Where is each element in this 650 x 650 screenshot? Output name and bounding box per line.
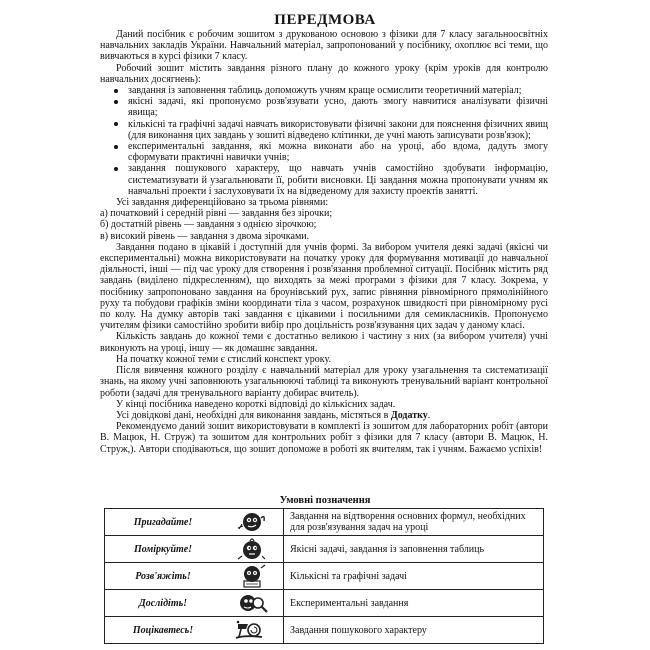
snail-reader-icon	[232, 618, 272, 642]
legend-icon-cell	[221, 536, 284, 563]
paragraph: На початку кожної теми є стислий конспект уроку.	[116, 353, 332, 365]
calculating-face-icon	[234, 564, 270, 588]
table-row	[105, 590, 544, 617]
legend-description: Експериментальні завдання	[284, 590, 544, 617]
preface-text	[100, 29, 548, 455]
legend-description: Кількісні та графічні задачі	[284, 563, 544, 590]
legend-icon-cell	[221, 590, 284, 617]
table-row	[105, 509, 544, 536]
legend-description: Завдання на відтворення основних формул, необхідних для розв'язування задач на уроці	[284, 509, 544, 536]
legend-label: Розв'яжіть!	[105, 563, 222, 590]
table-row	[105, 536, 544, 563]
paragraph-text: Усі довідкові дані, необхідні для виконання завдань, містяться в	[116, 409, 391, 421]
paragraph: Після вивчення кожного розділу є навчальний матеріал для уроку узагальнення та систематизації знань, на якому учні заповнюють узагальнюючі таблиці та виконують тренувальний варіант контрольної роботи (задачі для тренувального варіанту добирає вчитель).	[100, 365, 548, 399]
legend-icon-cell	[221, 509, 284, 536]
paragraph: Рекомендуємо даний зошит використовувати в комплекті із зошитом для лабораторних робіт (автори В. Мацюк, Н. Струж) та зошитом для контрольних робіт з фізики для 7 класу (автори В. Мацюк, Н. Струж,). Автори сподіваються, що зошит допоможе в роботі як вчителям, так і учням. Бажаємо успіхів!	[100, 421, 548, 455]
list-item: завдання із заповнення таблиць допоможуть учням краще осмислити теоретичний матеріал;	[128, 85, 548, 96]
list-item: завдання пошукового характеру, що навчать учнів самостійно здобувати інформацію, систематизувати й узагальнювати її, робити висновки. Ці завдання можна пропонувати учням як навчальні проекти і заслуховувати їх на відведеному для захисту проектів занятті.	[128, 163, 548, 197]
legend-label: Поміркуйте!	[105, 536, 222, 563]
magnifier-face-icon	[234, 591, 270, 615]
paragraph-text: .	[427, 409, 431, 421]
list-item: якісні задачі, які пропонуємо розв'язувати усно, дають змогу навчитися аналізувати фізичні явища;	[128, 96, 548, 119]
list-item: експериментальні завдання, які можна виконати або на уроці, або вдома, дадуть змогу сформувати практичні навички учнів;	[128, 141, 548, 164]
table-row	[105, 563, 544, 590]
legend-icon-cell	[221, 563, 284, 590]
level-item: а) початковий і середній рівні — завдання без зірочки;	[100, 208, 333, 220]
appendix-reference: Додатку	[390, 409, 428, 421]
paragraph: Даний посібник є робочим зошитом з друкованою основою з фізики для 7 класу загальноосвітніх навчальних закладів України. Навчальний матеріал, запропонований у посібнику, охоплює всі теми, що вивчаються в курсі фізики 7 класу.	[100, 29, 548, 63]
legend-label: Дослідіть!	[105, 590, 222, 617]
legend-description: Якісні задачі, завдання із заповнення таблиць	[284, 536, 544, 563]
paragraph: Кількість завдань до кожної теми є достатньо великою і частину з них (за вибором учителя) учні виконують на уроці, іншу — як домашнє завдання.	[100, 331, 548, 354]
legend-description: Завдання пошукового характеру	[284, 617, 544, 644]
list-item: кількісні та графічні задачі навчать використовувати фізичні закони для пояснення фізичних явищ (для виконання цих завдань у зошиті відведено клітинки, де учні мають записувати розв'язок);	[128, 118, 548, 141]
paragraph: У кінці посібника наведено короткі відповіді до кількісних задач.	[116, 398, 396, 410]
paragraph: Усі завдання диференційовано за трьома рівнями:	[116, 197, 329, 209]
legend-label: Пригадайте!	[105, 509, 222, 536]
legend-title: Умовні позначення	[279, 495, 371, 506]
paragraph	[100, 410, 548, 421]
legend-icon-cell	[221, 617, 284, 644]
page-title: ПЕРЕДМОВА	[274, 12, 376, 28]
paragraph: Завдання подано в цікавій і доступній для учнів формі. За вибором учителя деякі задачі (якісні чи експериментальні) можна використовувати на початку уроку для формування мотивації до навчальної діяльності, інші — під час уроку для створення і розв'язання проблемної ситуації. Посібник містить ряд завдань (виділено підкресленням), що виходять за межі програми з фізики для 7 класу. Зокрема, у посібнику запропоновано завдання на броунівський рух, запис рівняння рівномірного прямолінійного руху та побудови графіків зміни координати тіла з часом, розрахунок швидкості при рівномірному русі по колу. На думку авторів такі завдання є цікавими і посильними для семикласників. Пропонуємо учителям фізики самостійно зробити вибір про доцільність розв'язування цих задач у даному класі.	[100, 241, 548, 332]
legend-table	[104, 508, 544, 644]
thinking-face-icon	[234, 510, 270, 534]
paragraph: Робочий зошит містить завдання різного плану до кожного уроку (крім уроків для контролю навчальних досягнень):	[100, 62, 548, 85]
level-item: б) достатній рівень — завдання з однією зірочкою;	[100, 219, 317, 231]
pondering-face-icon	[234, 537, 270, 561]
task-types-list	[100, 85, 548, 197]
table-row	[105, 617, 544, 644]
level-item: в) високий рівень — завдання з двома зірочками.	[100, 230, 310, 242]
legend-label: Поцікавтесь!	[105, 617, 222, 644]
